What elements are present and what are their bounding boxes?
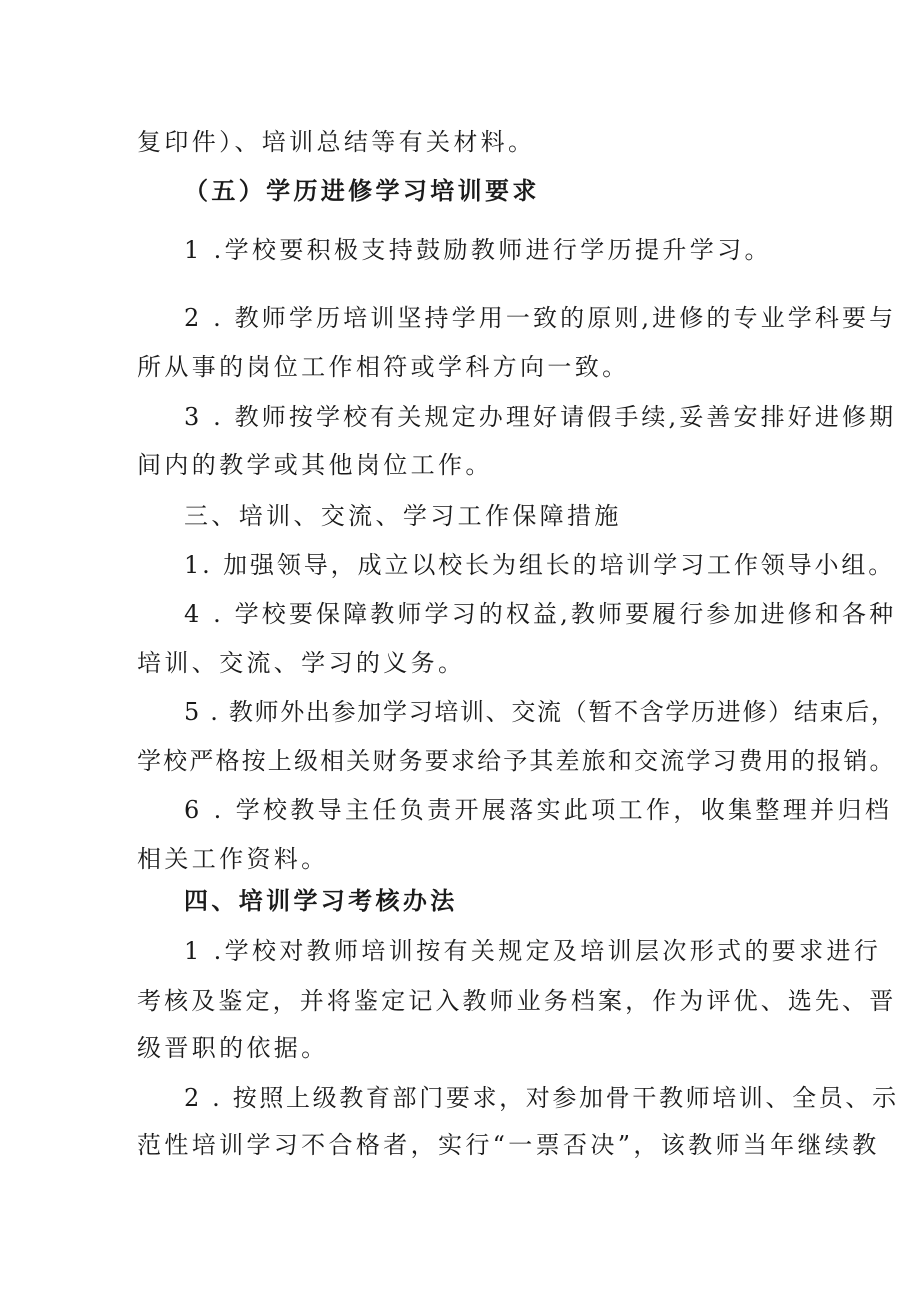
- paragraph-measure-4-line-2: 培训、交流、学习的义务。: [137, 649, 466, 677]
- paragraph-measure-4-line-1: 4 . 学校要保障教师学习的权益,教师要履行参加进修和各种: [184, 600, 897, 628]
- paragraph-measure-5-line-2: 学校严格按上级相关财务要求给予其差旅和交流学习费用的报销。: [137, 747, 896, 775]
- paragraph-assessment-1-line-1: 1 .学校对教师培训按有关规定及培训层次形式的要求进行: [184, 937, 882, 965]
- paragraph-item-2-line-2: 所从事的岗位工作相符或学科方向一致。: [137, 353, 630, 381]
- paragraph-item-3-line-1: 3 . 教师按学校有关规定办理好请假手续,妥善安排好进修期: [184, 403, 897, 431]
- paragraph-measure-1: 1. 加强领导，成立以校长为组长的培训学习工作领导小组。: [184, 551, 896, 579]
- paragraph-item-3-line-2: 间内的教学或其他岗位工作。: [137, 451, 493, 479]
- paragraph-item-2-line-1: 2 . 教师学历培训坚持学用一致的原则,进修的专业学科要与: [184, 304, 897, 332]
- paragraph-assessment-1-line-3: 级晋职的依据。: [137, 1034, 329, 1062]
- paragraph-measure-5-line-1: 5 . 教师外出参加学习培训、交流（暂不含学历进修）结束后，: [184, 698, 897, 726]
- paragraph-item-1: 1 .学校要积极支持鼓励教师进行学历提升学习。: [184, 236, 772, 264]
- paragraph-assessment-2-line-2: 范性培训学习不合格者，实行“一票否决”，该教师当年继续教: [137, 1131, 880, 1159]
- section-heading-4: 四、培训学习考核办法: [184, 887, 458, 915]
- paragraph-measure-6-line-1: 6 . 学校教导主任负责开展落实此项工作，收集整理并归档: [184, 796, 893, 824]
- section-heading-5: （五）学历进修学习培训要求: [184, 177, 540, 205]
- text-line-continuation: 复印件）、培训总结等有关材料。: [137, 128, 536, 156]
- paragraph-assessment-2-line-1: 2 . 按照上级教育部门要求，对参加骨干教师培训、全员、示: [184, 1084, 899, 1112]
- paragraph-assessment-1-line-2: 考核及鉴定，并将鉴定记入教师业务档案，作为评优、选先、晋: [137, 987, 897, 1015]
- section-heading-3: 三、培训、交流、学习工作保障措施: [184, 502, 622, 530]
- paragraph-measure-6-line-2: 相关工作资料。: [137, 845, 329, 873]
